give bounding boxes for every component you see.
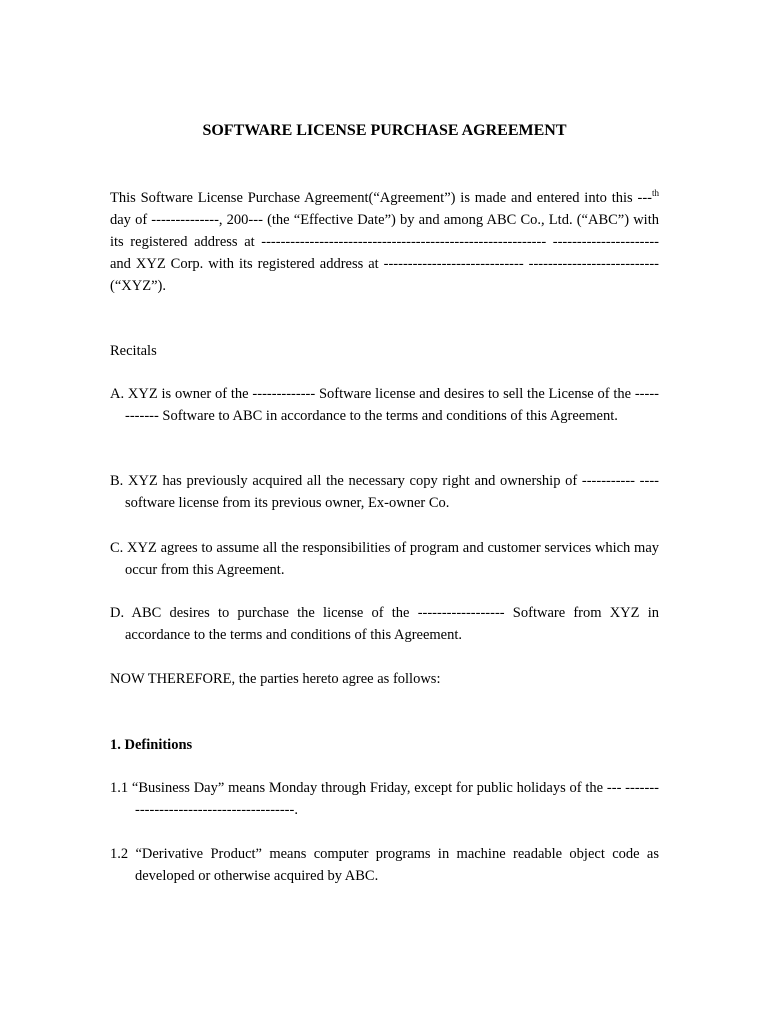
intro-paragraph: [110, 187, 659, 297]
recitals-heading: Recitals: [110, 343, 157, 359]
intro-superscript: th: [651, 188, 659, 198]
recital-d: D. ABC desires to purchase the license of the ------------------ Software from XYZ in accordance to the terms and conditions of this Agreement.: [110, 605, 659, 643]
document-title: SOFTWARE LICENSE PURCHASE AGREEMENT: [202, 122, 567, 139]
intro-text-start: This Software License Purchase Agreement(“Agreement”) is made and entered into this ---: [110, 190, 652, 206]
recital-b: B. XYZ has previously acquired all the necessary copy right and ownership of ----------- ---- software license from its previous owner, Ex-owner Co.: [110, 473, 659, 511]
section-definitions-heading: 1. Definitions: [110, 737, 193, 753]
intro-text-rest: day of --------------, 200--- (the “Effective Date”) by and among ABC Co., Ltd. (“ABC”) with its registered address at ----------------------------------------------------------- ---------------------- and XYZ Corp. with its registered address at ----------------------------- ---------------------------(“XYZ”).: [110, 212, 659, 294]
now-therefore-statement: NOW THEREFORE, the parties hereto agree as follows:: [110, 671, 441, 687]
definition-1-2: 1.2 “Derivative Product” means computer programs in machine readable object code as developed or otherwise acquired by ABC.: [110, 846, 659, 884]
recital-c: C. XYZ agrees to assume all the responsibilities of program and customer services which may occur from this Agreement.: [110, 540, 659, 578]
recital-a: A. XYZ is owner of the ------------- Software license and desires to sell the License of the ------------ Software to ABC in accordance to the terms and conditions of this Agreement.: [110, 386, 659, 424]
definition-1-1: 1.1 “Business Day” means Monday through Friday, except for public holidays of the --- ----------------------------------------.: [110, 780, 659, 818]
